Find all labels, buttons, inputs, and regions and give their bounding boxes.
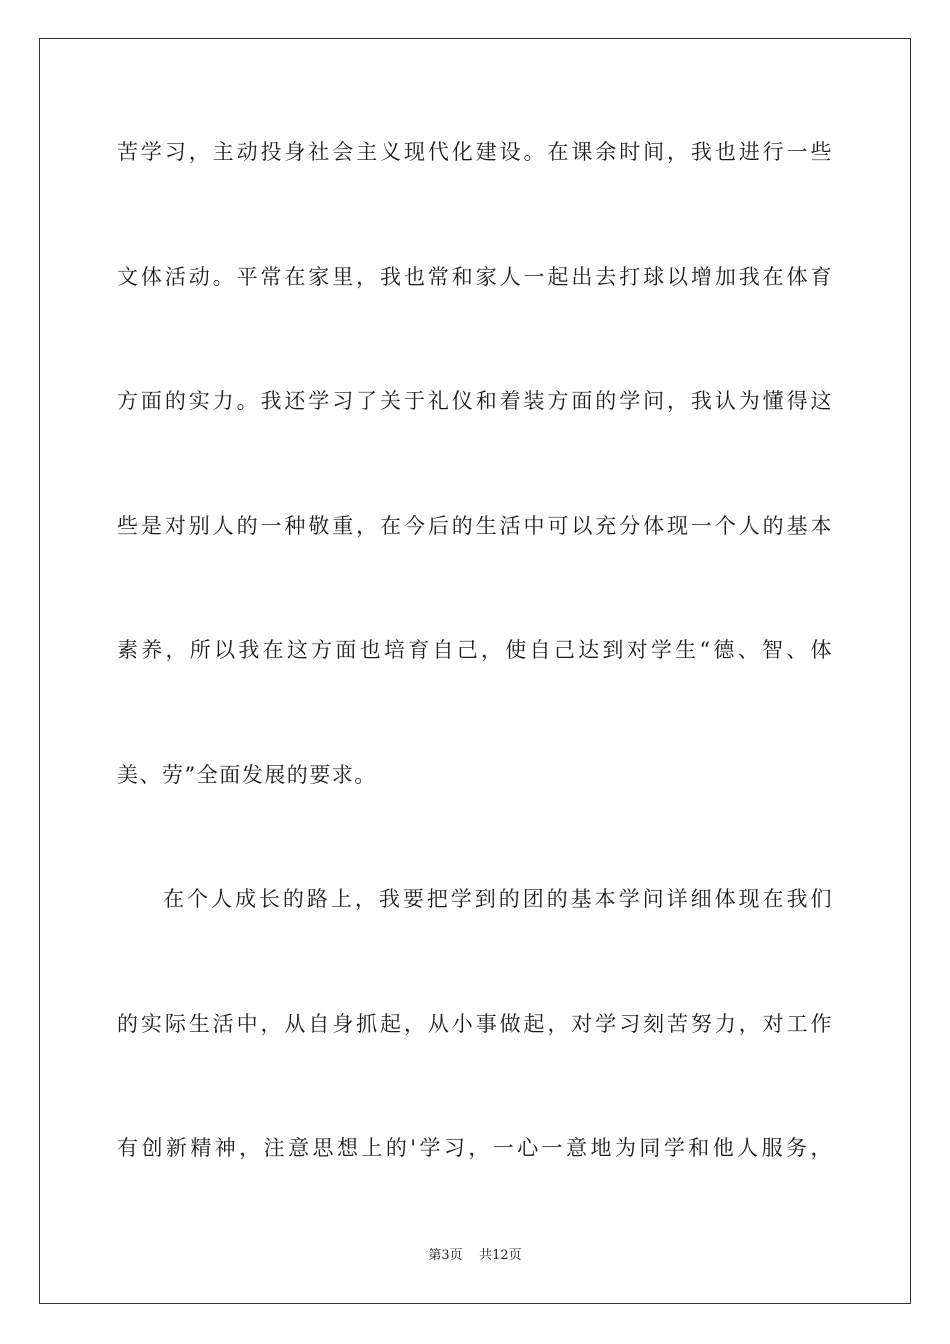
page-border <box>39 38 911 1304</box>
paragraph-line: 些是对别人的一种敬重，在今后的生活中可以充分体现一个人的基本 <box>117 514 833 538</box>
paragraph-line: 有创新精神，注意思想上的'学习，一心一意地为同学和他人服务， <box>117 1136 833 1160</box>
paragraph-line: 美、劳”全面发展的要求。 <box>117 763 377 787</box>
paragraph-line: 的实际生活中，从自身抓起，从小事做起，对学习刻苦努力，对工作 <box>117 1012 833 1036</box>
paragraph-line: 素养，所以我在这方面也培育自己，使自己达到对学生“德、智、体 <box>117 638 833 662</box>
page-number: 第3页 <box>428 1248 463 1263</box>
paragraph-line: 文体活动。平常在家里，我也常和家人一起出去打球以增加我在体育 <box>117 265 833 289</box>
paragraph-line: 苦学习，主动投身社会主义现代化建设。在课余时间，我也进行一些 <box>117 140 833 164</box>
paragraph-line: 方面的实力。我还学习了关于礼仪和着装方面的学问，我认为懂得这 <box>117 389 833 413</box>
total-pages: 共12页 <box>479 1248 522 1263</box>
page-footer <box>0 1246 950 1266</box>
paragraph-first-line: 在个人成长的路上，我要把学到的团的基本学问详细体现在我们 <box>163 887 833 911</box>
